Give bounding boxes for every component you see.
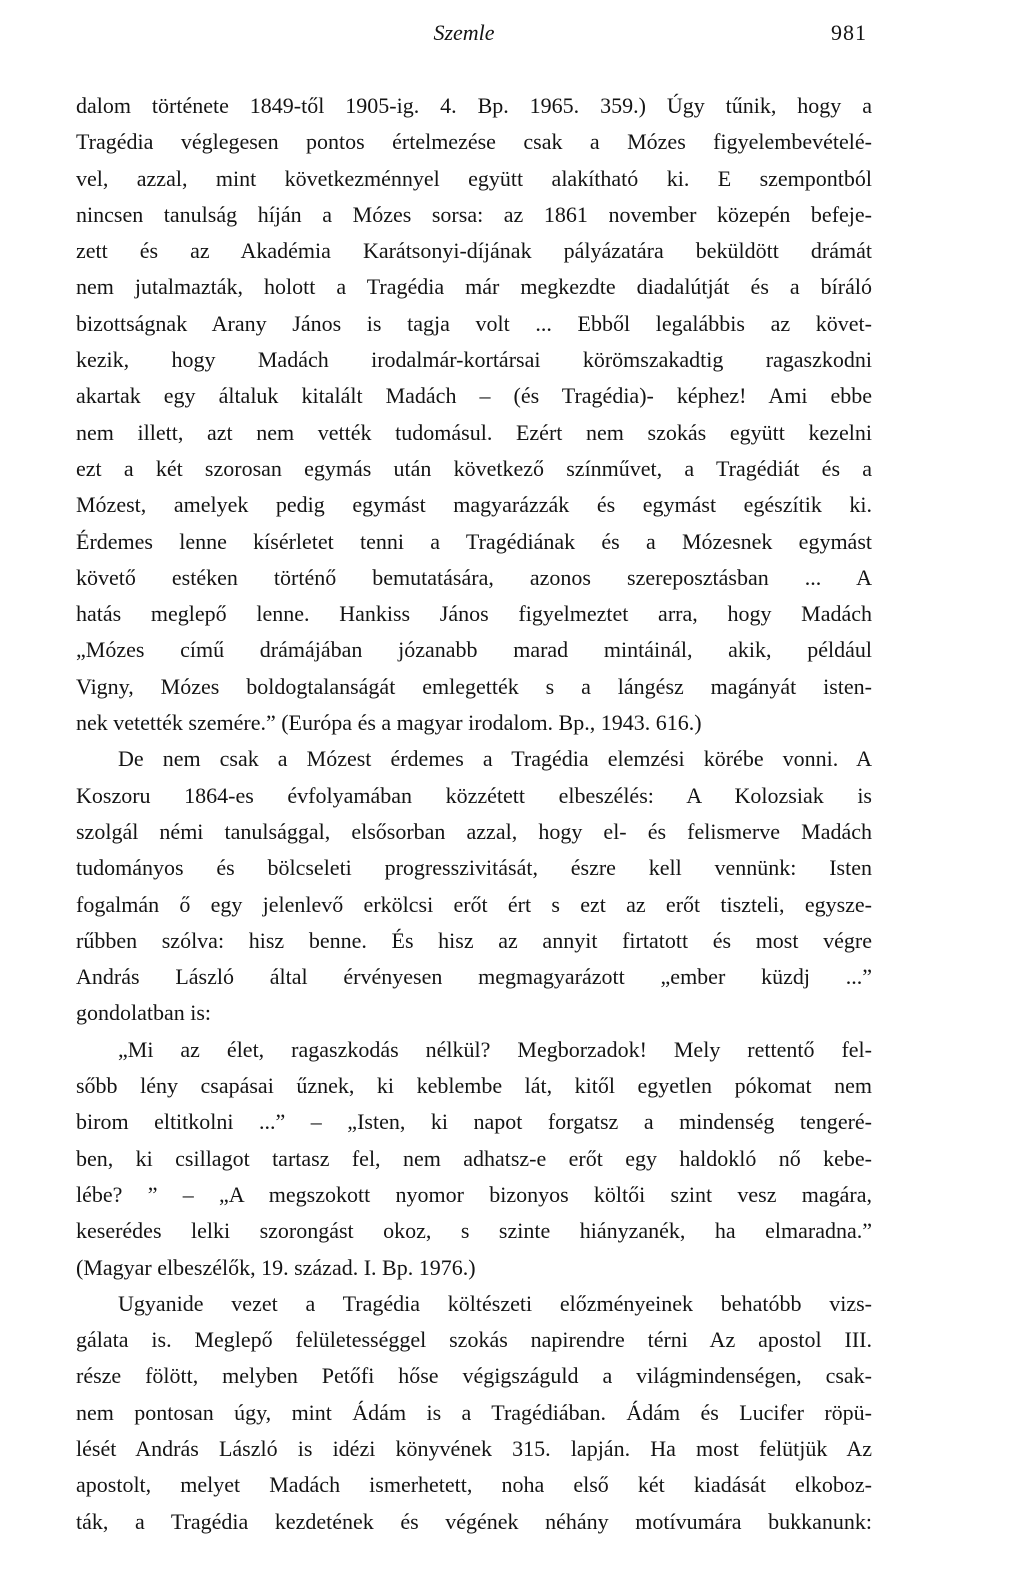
paragraph-3 [76,1286,872,1540]
text-line: keserédes lelki szorongást okoz, s szinte hiányzanék, ha elmaradna.” [76,1218,872,1244]
text-line: követő estéken történő bemutatására, azonos szereposztásban ... A [76,564,872,590]
text-line: fogalmán ő egy jelenlevő erkölcsi erőt ért s ezt az erőt tiszteli, egysze- [76,891,872,917]
text-line: dalom története 1849-től 1905-ig. 4. Bp. 1965. 359.) Úgy tűnik, hogy a [76,93,872,118]
text-line: kezik, hogy Madách irodalmár-kortársai körömszakadtig ragaszkodni [76,347,872,373]
text-line: vel, azzal, mint következménnyel együtt alakítható ki. E szempontból [76,165,872,191]
text-line: „Mózes című drámájában józanabb marad mintáinál, akik, például [76,637,872,663]
text-line: Mózest, amelyek pedig egymást magyarázzák és egymást egészítik ki. [76,492,872,518]
text-line: „Mi az élet, ragaszkodás nélkül? Megborzadok! Mely rettentő fel- [118,1036,872,1062]
text-line: apostolt, melyet Madách ismerhetett, noha első két kiadását elkoboz- [76,1472,872,1498]
journal-title: Szemle [433,20,495,45]
page-number: 981 [831,20,867,45]
text-line: Koszoru 1864-es évfolyamában közzétett elbeszélés: A Kolozsiak is [76,782,872,808]
text-line: nem jutalmazták, holott a Tragédia már megkezdte diadalútját és a bíráló [76,274,872,300]
text-line: (Magyar elbeszélők, 19. század. I. Bp. 1976.) [76,1254,476,1280]
text-line: rűbben szólva: hisz benne. És hisz az annyit firtatott és most végre [76,927,872,953]
text-line: András László által érvényesen megmagyarázott „ember küzdj ...” [76,964,872,990]
text-line: lését András László is idézi könyvének 315. lapján. Ha most felütjük Az [76,1435,872,1461]
text-line: tudományos és bölcseleti progresszivitását, észre kell vennünk: Isten [76,855,872,881]
text-line: De nem csak a Mózest érdemes a Tragédia elemzési körébe vonni. A [118,746,872,772]
text-line: ben, ki csillagot tartasz fel, nem adhatsz-e erőt egy haldokló nő kebe- [76,1145,872,1171]
text-line: ezt a két szorosan egymás után következő színművet, a Tragédiát és a [76,455,872,481]
paragraph-1 [76,88,872,741]
text-line: lébe? ” – „A megszokott nyomor bizonyos költői szint vesz magára, [76,1181,872,1207]
text-line: gálata is. Meglepő felületességgel szokás napirendre térni Az apostol III. [76,1327,872,1353]
paragraph-2 [76,741,872,1031]
quotation [76,1032,872,1286]
text-line: zett és az Akadémia Karátsonyi-díjának pályázatára beküldött drámát [76,238,872,264]
text-line: nem pontosan úgy, mint Ádám is a Tragédiában. Ádám és Lucifer röpü- [76,1399,872,1425]
text-line: Tragédia véglegesen pontos értelmezése csak a Mózes figyelembevételé- [76,129,872,155]
text-line: Érdemes lenne kísérletet tenni a Tragédiának és a Mózesnek egymást [76,528,872,554]
text-line: hatás meglepő lenne. Hankiss János figyelmeztet arra, hogy Madách [76,601,872,627]
running-head [0,20,1024,60]
text-line: akartak egy általuk kitalált Madách – (és Tragédia)- képhez! Ami ebbe [76,383,872,409]
text-line: ták, a Tragédia kezdetének és végének néhány motívumára bukkanunk: [76,1508,872,1534]
text-line: sőbb lény csapásai űznek, ki keblembe lát, kitől egyetlen pókomat nem [76,1073,872,1099]
text-line: része fölött, melyben Petőfi hőse végigszáguld a világmindenségen, csak- [76,1363,872,1389]
text-line: Vigny, Mózes boldogtalanságát emlegették s a lángész magányát isten- [76,673,872,699]
text-line: gondolatban is: [76,1000,212,1026]
text-line: nem illett, azt nem vették tudomásul. Ezért nem szokás együtt kezelni [76,419,872,445]
text-line: nincsen tanulság híján a Mózes sorsa: az 1861 november közepén befeje- [76,201,872,227]
text-line: birom eltitkolni ...” – „Isten, ki napot forgatsz a mindenség tengeré- [76,1109,872,1135]
text-line: nek vetették szemére.” (Európa és a magyar irodalom. Bp., 1943. 616.) [76,710,702,736]
body-text [76,88,872,1540]
text-line: szolgál némi tanulsággal, elsősorban azzal, hogy el- és felismerve Madách [76,818,872,844]
text-line: Ugyanide vezet a Tragédia költészeti előzményeinek behatóbb vizs- [118,1290,872,1316]
text-line: bizottságnak Arany János is tagja volt ... Ebből legalábbis az követ- [76,310,872,336]
